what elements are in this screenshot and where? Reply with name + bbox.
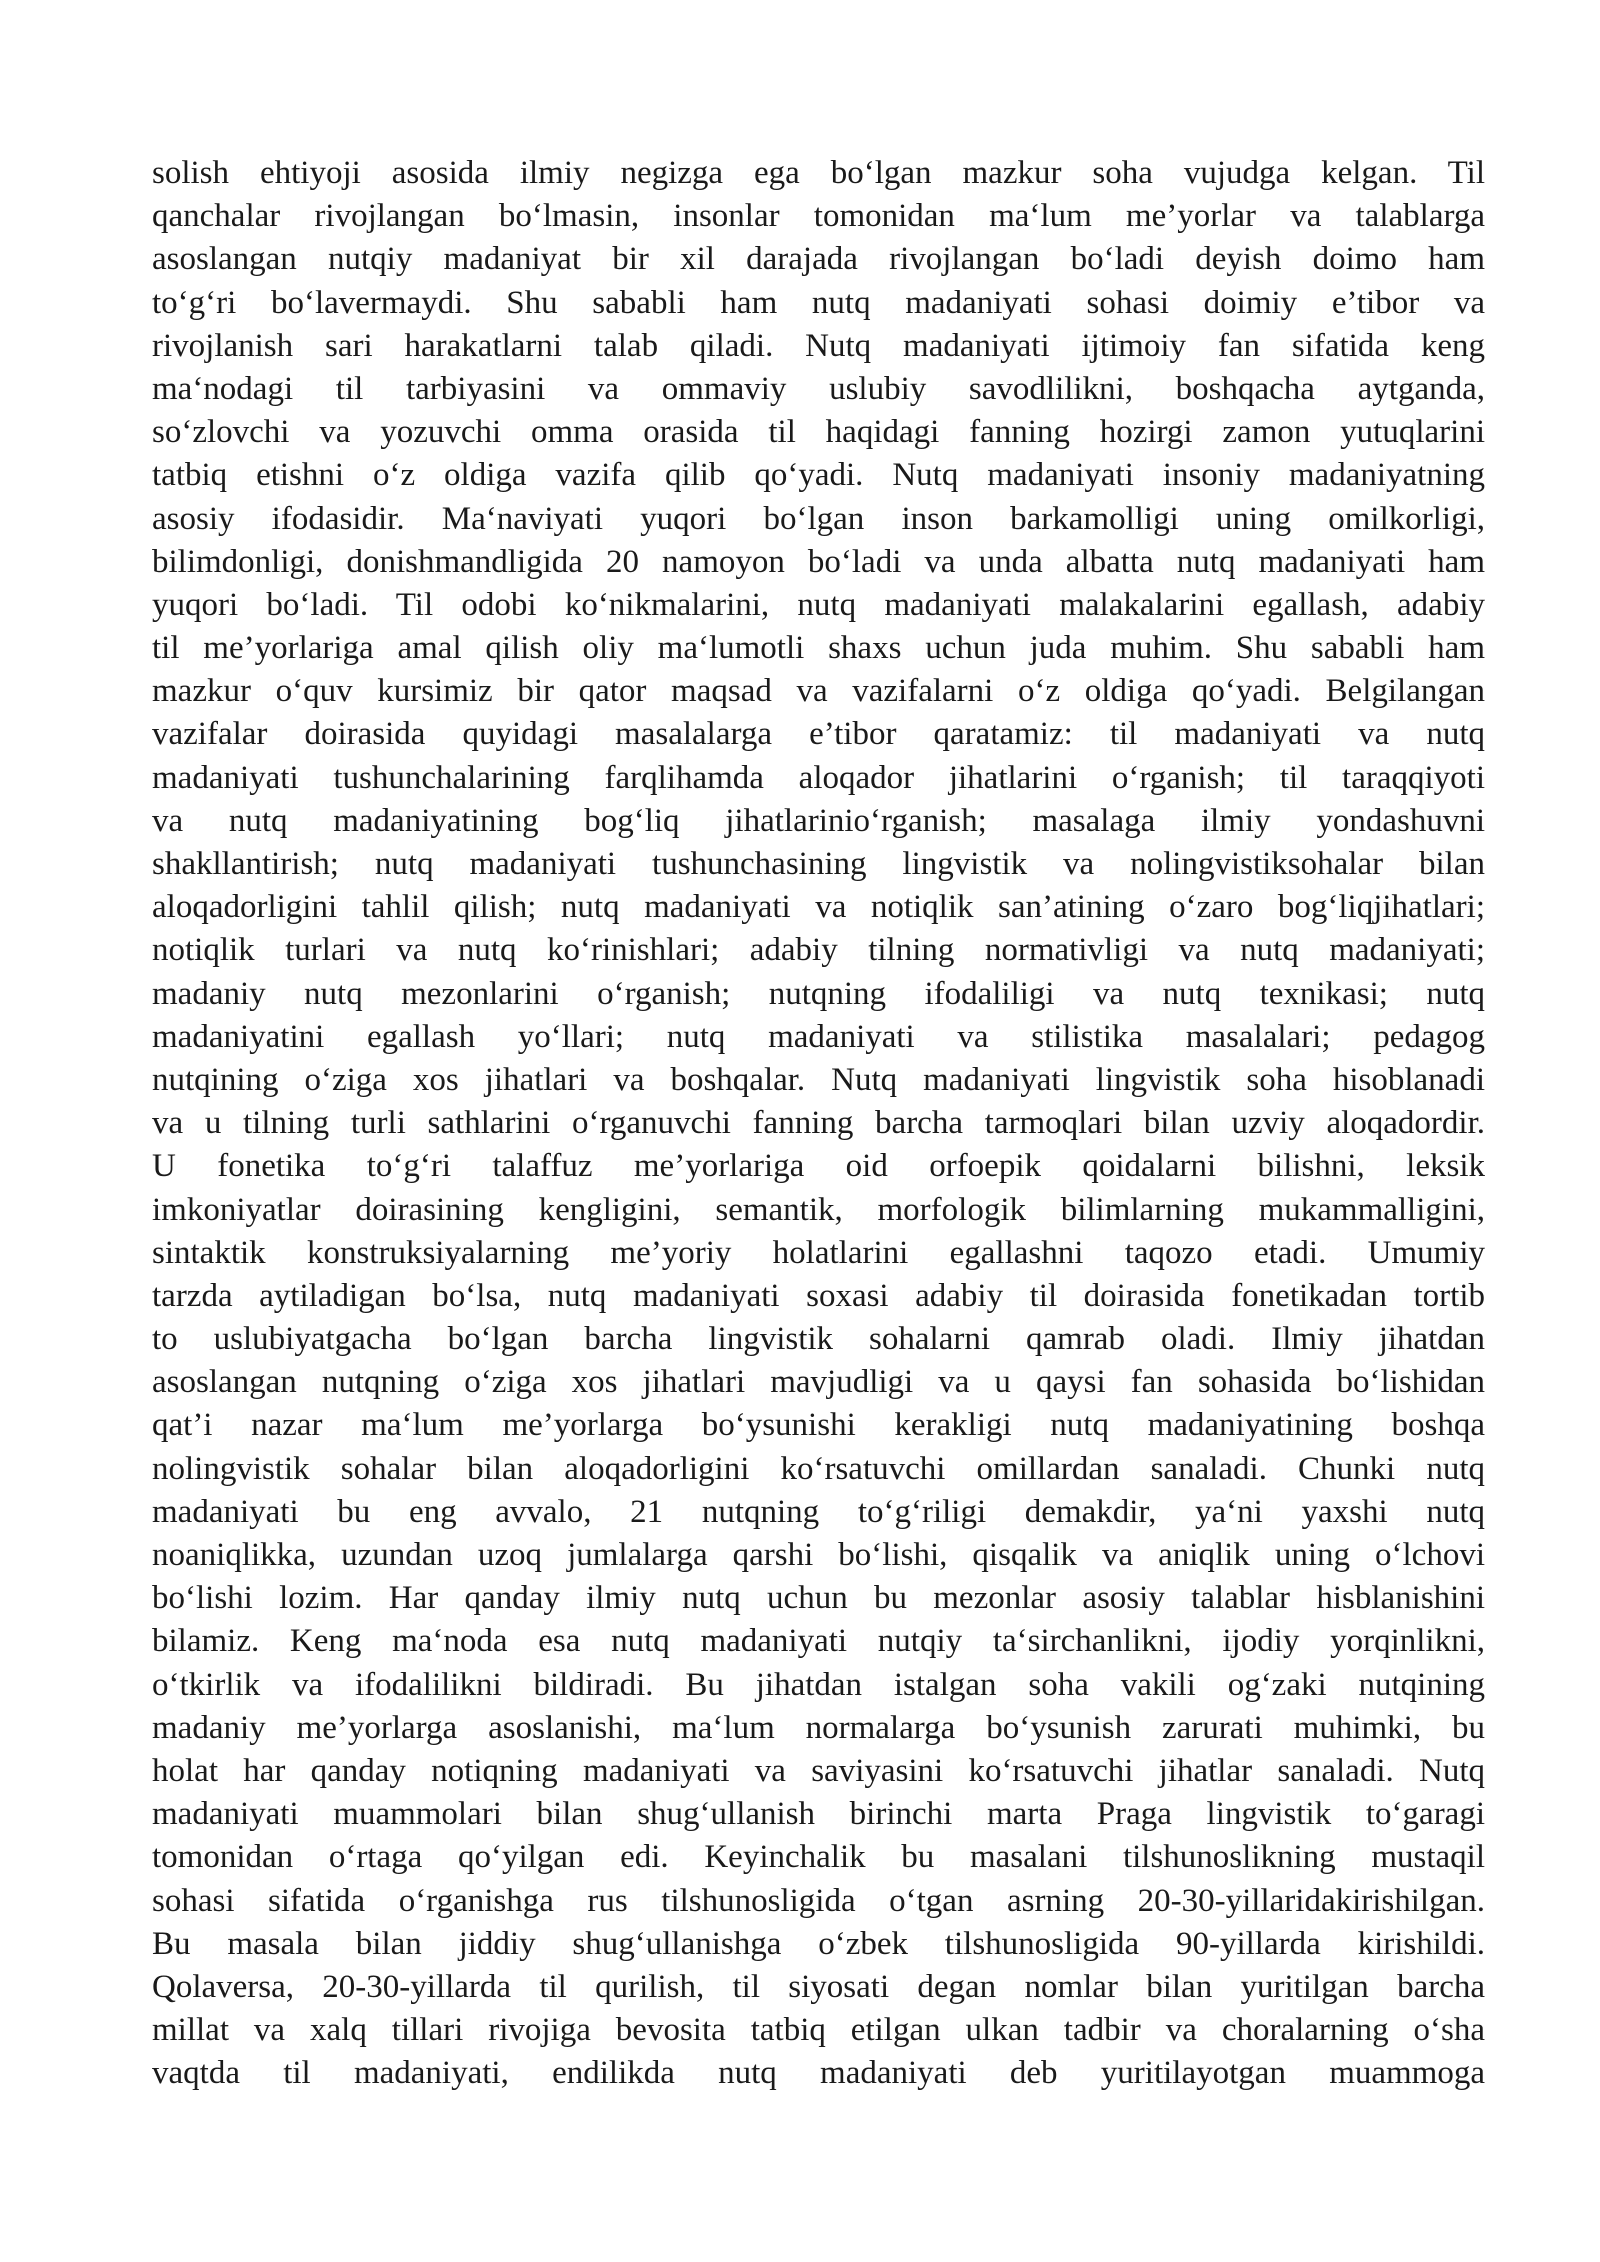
- text-line: va u tilning turli sathlarini o‘rganuvchi fanning barcha tarmoqlari bilan uzviy aloqadordir.: [152, 1105, 1485, 1142]
- text-line: Bu masala bilan jiddiy shug‘ullanishga o‘zbek tilshunosligida 90-yillarda kirishildi.: [152, 1925, 1485, 1962]
- text-line: bo‘lishi lozim. Har qanday ilmiy nutq uchun bu mezonlar asosiy talablar hisblanishini: [152, 1580, 1485, 1617]
- text-line: solish ehtiyoji asosida ilmiy negizga ega bo‘lgan mazkur soha vujudga kelgan. Til: [152, 155, 1485, 191]
- text-line: madaniy me’yorlarga asoslanishi, ma‘lum normalarga bo‘ysunish zarurati muhimki, bu: [152, 1709, 1485, 1746]
- text-line: tomonidan o‘rtaga qo‘yilgan edi. Keyinchalik bu masalani tilshunoslikning mustaqil: [152, 1839, 1485, 1876]
- text-line: vazifalar doirasida quyidagi masalalarga e’tibor qaratamiz: til madaniyati va nutq: [152, 716, 1485, 753]
- text-line: madaniyati muammolari bilan shug‘ullanish birinchi marta Praga lingvistik to‘garagi: [152, 1796, 1485, 1833]
- text-line: U fonetika to‘g‘ri talaffuz me’yorlariga oid orfoepik qoidalarni bilishni, leksik: [152, 1148, 1485, 1185]
- text-line: asoslangan nutqiy madaniyat bir xil darajada rivojlangan bo‘ladi deyish doimo ham: [152, 241, 1485, 278]
- text-line: holat har qanday notiqning madaniyati va saviyasini ko‘rsatuvchi jihatlar sanaladi. Nutq: [152, 1752, 1485, 1789]
- text-line: sohasi sifatida o‘rganishga rus tilshunosligida o‘tgan asrning 20-30-yillaridakirishilgan.: [152, 1882, 1485, 1919]
- text-line: madaniyati bu eng avvalo, 21 nutqning to‘g‘riligi demakdir, ya‘ni yaxshi nutq: [152, 1493, 1485, 1530]
- text-line: bilamiz. Keng ma‘noda esa nutq madaniyati nutqiy ta‘sirchanlikni, ijodiy yorqinlikni,: [152, 1623, 1485, 1660]
- text-line: shakllantirish; nutq madaniyati tushunchasining lingvistik va nolingvistiksohalar bilan: [152, 846, 1485, 882]
- text-line: til me’yorlariga amal qilish oliy ma‘lumotli shaxs uchun juda muhim. Shu sababli ham: [152, 630, 1485, 667]
- text-line: notiqlik turlari va nutq ko‘rinishlari; adabiy tilning normativligi va nutq madaniyati;: [152, 932, 1485, 969]
- text-line: madaniy nutq mezonlarini o‘rganish; nutqning ifodaliligi va nutq texnikasi; nutq: [152, 975, 1485, 1012]
- text-line: yuqori bo‘ladi. Til odobi ko‘nikmalarini, nutq madaniyati malakalarini egallash, adabiy: [152, 586, 1485, 623]
- text-line: asosiy ifodasidir. Ma‘naviyati yuqori bo‘lgan inson barkamolligi uning omilkorligi,: [152, 500, 1485, 537]
- text-line: madaniyati tushunchalarining farqlihamda aloqador jihatlarini o‘rganish; til taraqqiyoti: [152, 759, 1485, 796]
- text-line: millat va xalq tillari rivojiga bevosita tatbiq etilgan ulkan tadbir va choralarning o‘sha: [152, 2012, 1485, 2049]
- text-line: nolingvistik sohalar bilan aloqadorligini ko‘rsatuvchi omillardan sanaladi. Chunki nutq: [152, 1450, 1485, 1487]
- text-line: ma‘nodagi til tarbiyasini va ommaviy uslubiy savodlilikni, boshqacha aytganda,: [152, 370, 1485, 407]
- text-line: qanchalar rivojlangan bo‘lmasin, insonlar tomonidan ma‘lum me’yorlar va talablarga: [152, 198, 1485, 235]
- text-line: rivojlanish sari harakatlarni talab qiladi. Nutq madaniyati ijtimoiy fan sifatida keng: [152, 327, 1485, 364]
- text-line: Qolaversa, 20-30-yillarda til qurilish, til siyosati degan nomlar bilan yuritilgan barcha: [152, 1968, 1485, 2005]
- text-line: aloqadorligini tahlil qilish; nutq madaniyati va notiqlik san’atining o‘zaro bog‘liqjihatlari;: [152, 889, 1485, 926]
- text-line: nutqining o‘ziga xos jihatlari va boshqalar. Nutq madaniyati lingvistik soha hisoblanadi: [152, 1061, 1485, 1098]
- text-line: sintaktik konstruksiyalarning me’yoriy holatlarini egallashni taqozo etadi. Umumiy: [152, 1234, 1485, 1271]
- text-line: qat’i nazar ma‘lum me’yorlarga bo‘ysunishi kerakligi nutq madaniyatining boshqa: [152, 1407, 1485, 1444]
- text-line: imkoniyatlar doirasining kengligini, semantik, morfologik bilimlarning mukammalligini,: [152, 1191, 1485, 1228]
- text-line: tarzda aytiladigan bo‘lsa, nutq madaniyati soxasi adabiy til doirasida fonetikadan tortib: [152, 1277, 1485, 1314]
- text-line: va nutq madaniyatining bog‘liq jihatlarinio‘rganish; masalaga ilmiy yondashuvni: [152, 802, 1485, 839]
- text-line: tatbiq etishni o‘z oldiga vazifa qilib qo‘yadi. Nutq madaniyati insoniy madaniyatning: [152, 457, 1485, 494]
- text-line: o‘tkirlik va ifodalilikni bildiradi. Bu jihatdan istalgan soha vakili og‘zaki nutqining: [152, 1666, 1485, 1703]
- text-line: to‘g‘ri bo‘lavermaydi. Shu sababli ham nutq madaniyati sohasi doimiy e’tibor va: [152, 284, 1485, 321]
- body-text: [152, 152, 1485, 2095]
- text-line: madaniyatini egallash yo‘llari; nutq madaniyati va stilistika masalalari; pedagog: [152, 1018, 1485, 1055]
- text-line: bilimdonligi, donishmandligida 20 namoyon bo‘ladi va unda albatta nutq madaniyati ham: [152, 543, 1485, 580]
- text-line: noaniqlikka, uzundan uzoq jumlalarga qarshi bo‘lishi, qisqalik va aniqlik uning o‘lchovi: [152, 1537, 1485, 1573]
- text-line: mazkur o‘quv kursimiz bir qator maqsad va vazifalarni o‘z oldiga qo‘yadi. Belgilangan: [152, 673, 1485, 710]
- text-line: asoslangan nutqning o‘ziga xos jihatlari mavjudligi va u qaysi fan sohasida bo‘lishidan: [152, 1364, 1485, 1401]
- text-line: so‘zlovchi va yozuvchi omma orasida til haqidagi fanning hozirgi zamon yutuqlarini: [152, 414, 1485, 451]
- text-line: to uslubiyatgacha bo‘lgan barcha lingvistik sohalarni qamrab oladi. Ilmiy jihatdan: [152, 1321, 1485, 1358]
- text-line: vaqtda til madaniyati, endilikda nutq madaniyati deb yuritilayotgan muammoga: [152, 2055, 1485, 2092]
